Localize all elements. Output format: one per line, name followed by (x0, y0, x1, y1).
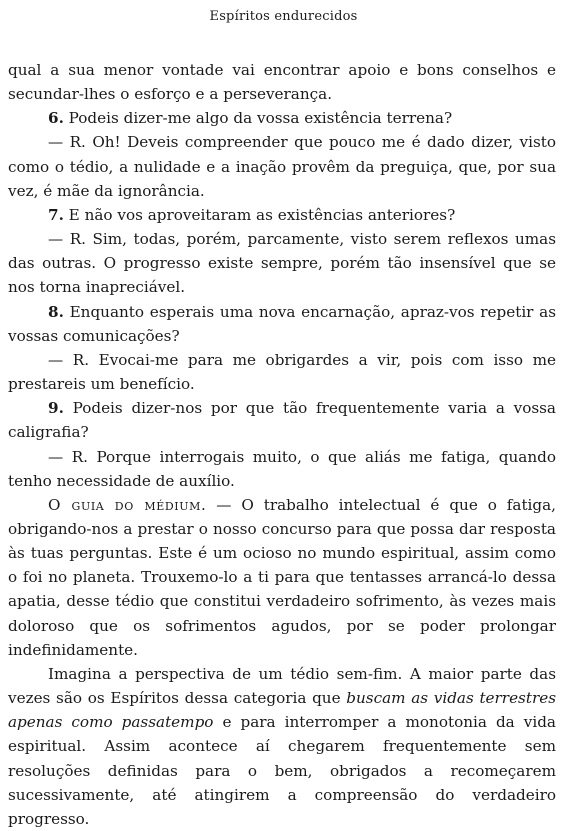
closing-text-b: e para interromper a monotonia da vida espiritual. Assim acontece aí chegarem frequentemente sem resoluções definidas para o bem, obrigados a recomeçarem sucessivamente, até atingirem a compreensão do verdadeiro progresso. (8, 713, 556, 828)
question-number: 7. (48, 205, 64, 224)
closing-italic: buscam as vidas terrestres apenas como passatempo (8, 689, 556, 732)
question-text: E não vos aproveitaram as existências anteriores? (63, 205, 456, 224)
answer-6: — R. Oh! Deveis compreender que pouco me é dado dizer, visto como o tédio, a nulidade e a inação provêm da preguiça, que, por sua vez, é mãe da ignorância. (8, 133, 556, 200)
question-7 (8, 203, 556, 227)
question-text: Podeis dizer-me algo da vossa existência terrena? (63, 109, 453, 128)
answer-7: — R. Sim, todas, porém, parcamente, visto serem reflexos umas das outras. O progresso existe sempre, porém tão insensível que se nos torna inapreciável. (8, 230, 556, 297)
question-number: 9. (48, 399, 64, 418)
answer-9: — R. Porque interrogais muito, o que aliás me fatiga, quando tenho necessidade de auxílio. (8, 447, 556, 490)
paragraph-continuation: qual a sua menor vontade vai encontrar apoio e bons conselhos e secundar-lhes o esforço e a perseverança. (8, 61, 556, 104)
page-body (8, 58, 556, 831)
question-number: 6. (48, 109, 64, 128)
running-header: Espíritos endurecidos (209, 9, 358, 24)
guide-text: — O trabalho intelectual é que o fatiga, obrigando-nos a prestar o nosso concurso para que possa dar resposta às tuas perguntas. Este é um ocioso no mundo espiritual, assim como o foi no planeta. Trouxemo-lo a ti para que tentasses arrancá-lo dessa apatia, desse tédio que constitui verdadeiro sofrimento, às vezes mais doloroso que os sofrimentos agudos, por se poder prolongar indefinidamente. (8, 495, 557, 659)
closing-paragraph (8, 662, 556, 831)
question-6 (8, 106, 556, 130)
question-9 (8, 396, 556, 444)
question-number: 8. (48, 302, 64, 321)
guide-label: O guia do médium. (48, 495, 207, 514)
question-text: Enquanto esperais uma nova encarnação, apraz-vos repetir as vossas comunicações? (8, 302, 556, 345)
question-text: Podeis dizer-nos por que tão frequentemente varia a vossa caligrafia? (8, 399, 556, 442)
guide-paragraph (8, 493, 556, 662)
question-8 (8, 300, 556, 348)
closing-text-a: Imagina a perspectiva de um tédio sem-fim. A maior parte das vezes são os Espíritos dessa categoria que (8, 664, 556, 708)
answer-8: — R. Evocai-me para me obrigardes a vir, pois com isso me prestareis um benefício. (8, 350, 556, 394)
